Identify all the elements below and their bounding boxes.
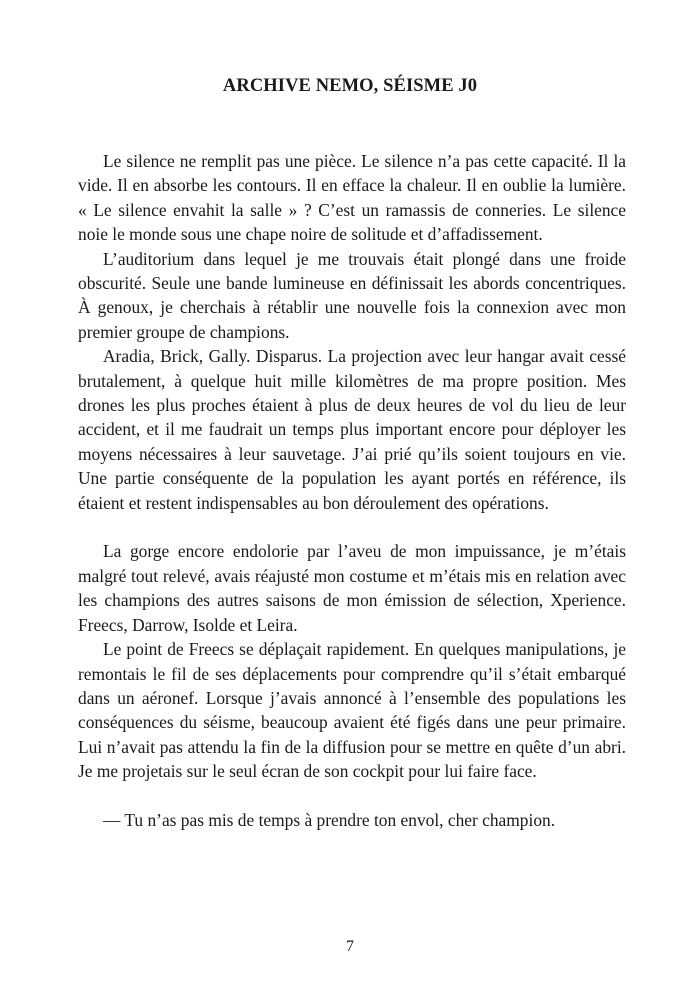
chapter-body [78,149,626,832]
paragraph: Aradia, Brick, Gally. Disparus. La projection avec leur hangar avait cessé brutalement, à quelque huit mille kilomètres de ma propre position. Mes drones les plus proches étaient à plus de deux heures de vol du lieu de leur accident, et il me faudrait un temps plus important encore pour déployer les moyens nécessaires à leur sauvetage. J’ai prié qu’ils soient toujours en vie. Une partie conséquente de la population les ayant portés en référence, ils étaient et restent indispensables au bon déroulement des opérations. [78,346,626,513]
paragraph: L’auditorium dans lequel je me trouvais était plongé dans une froide obscurité. Seule une bande lumineuse en définissait les abords concentriques. À genoux, je cherchais à rétablir une nouvelle fois la connexion avec mon premier groupe de champions. [78,248,626,342]
paragraph: La gorge encore endolorie par l’aveu de mon impuissance, je m’étais malgré tout relevé, avais réajusté mon costume et m’étais mis en relation avec les champions des autres saisons de mon émission de sélection, Xperience. Freecs, Darrow, Isolde et Leira. [78,541,626,635]
page-number: 7 [346,938,354,955]
dialogue-line: — Tu n’as pas mis de temps à prendre ton envol, cher champion. [103,809,556,830]
paragraph: Le point de Freecs se déplaçait rapidement. En quelques manipulations, je remontais le fil de ses déplacements pour comprendre qu’il s’était embarqué dans un aéronef. Lorsque j’avais annoncé à l’ensemble des populations les conséquences du séisme, beaucoup avaient été figés dans une peur primaire. Lui n’avait pas attendu la fin de la diffusion pour se mettre en quête d’un abri. Je me projetais sur le seul écran de son cockpit pour lui faire face. [78,639,626,782]
chapter-title: ARCHIVE NEMO, SÉISME J0 [222,76,478,96]
paragraph: Le silence ne remplit pas une pièce. Le silence n’a pas cette capacité. Il la vide. Il en absorbe les contours. Il en efface la chaleur. Il en oublie la lumière. « Le silence envahit la salle » ? C’est un ramassis de conneries. Le silence noie le monde sous une chape noire de solitude et d’affadissement. [78,151,626,245]
